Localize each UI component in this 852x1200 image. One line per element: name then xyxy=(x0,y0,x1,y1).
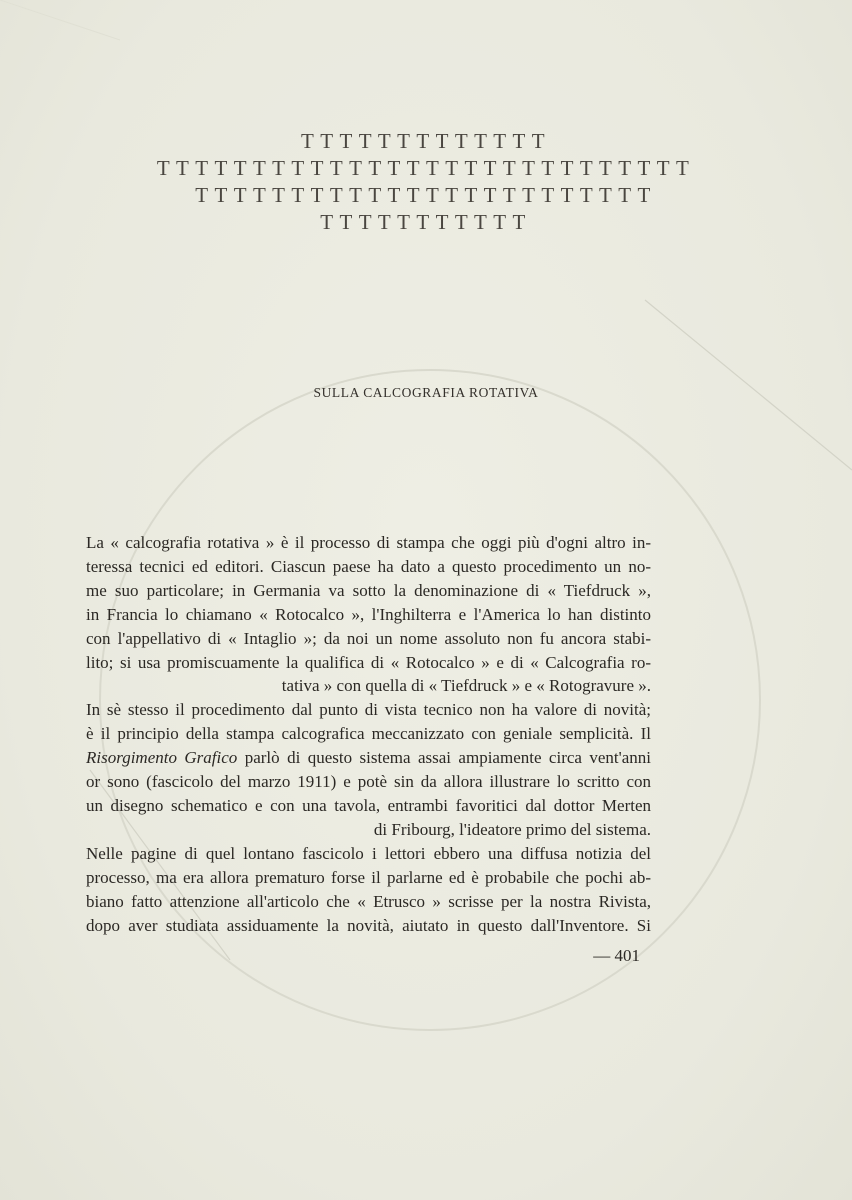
text-line: biano fatto attenzione all'articolo che « Etrusco » scrisse per la nostra Rivista, xyxy=(86,891,651,911)
page-number: — 401 xyxy=(593,946,640,965)
section-title: SULLA CALCOGRAFIA ROTATIVA xyxy=(313,385,539,400)
text-line: or sono (fascicolo del marzo 1911) e potè sin da allora illustrare lo scritto con xyxy=(86,772,651,792)
text-line: dopo aver studiata assiduamente la novità, aiutato in questo dall'Inventore. Si xyxy=(86,915,651,935)
text-line: La « calcografia rotativa » è il processo di stampa che oggi più d'ogni altro in- xyxy=(86,533,651,552)
text-line: lito; si usa promiscuamente la qualifica di « Rotocalco » e di « Calcografia ro- xyxy=(86,652,651,672)
ornament-line: TTTTTTTTTTTTT xyxy=(301,129,551,153)
text-line: con l'appellativo di « Intaglio »; da noi un nome assoluto non fu ancora stabi- xyxy=(86,628,651,648)
journal-title: Risorgimento Grafico xyxy=(86,748,238,768)
article-body xyxy=(86,531,651,937)
ornament-line: TTTTTTTTTTTTTTTTTTTTTTTTTTTT xyxy=(156,156,696,180)
text-line: è il principio della stampa calcografica meccanizzato con geniale semplicità. Il xyxy=(86,724,651,744)
text-line: in Francia lo chiamano « Rotocalco », l'Inghilterra e l'America lo han distinto xyxy=(86,604,651,624)
text-line: teressa tecnici ed editori. Ciascun paese ha dato a questo procedimento un no- xyxy=(86,556,651,576)
text-line: un disegno schematico e con una tavola, entrambi favoritici dal dottor Merten xyxy=(86,795,651,815)
text-line: me suo particolare; in Germania va sotto la denominazione di « Tiefdruck », xyxy=(86,580,651,600)
text-line: processo, ma era allora prematuro forse il parlarne ed è probabile che pochi ab- xyxy=(86,867,651,887)
typographic-ornament xyxy=(0,128,852,236)
text-line: Nelle pagine di quel lontano fascicolo i lettori ebbero una diffusa notizia del xyxy=(86,843,651,863)
text-line: Risorgimento Grafico parlò di questo sistema assai ampiamente circa vent'anni xyxy=(86,748,651,768)
text-line: tativa » con quella di « Tiefdruck » e « Rotogravure ». xyxy=(281,676,651,696)
ornament-line: TTTTTTTTTTTTTTTTTTTTTTTT xyxy=(195,183,657,207)
ornament-line: TTTTTTTTTTT xyxy=(320,210,532,234)
text-line: In sè stesso il procedimento dal punto di vista tecnico non ha valore di novità; xyxy=(86,700,651,720)
text-line: di Fribourg, l'ideatore primo del sistema. xyxy=(373,819,651,839)
